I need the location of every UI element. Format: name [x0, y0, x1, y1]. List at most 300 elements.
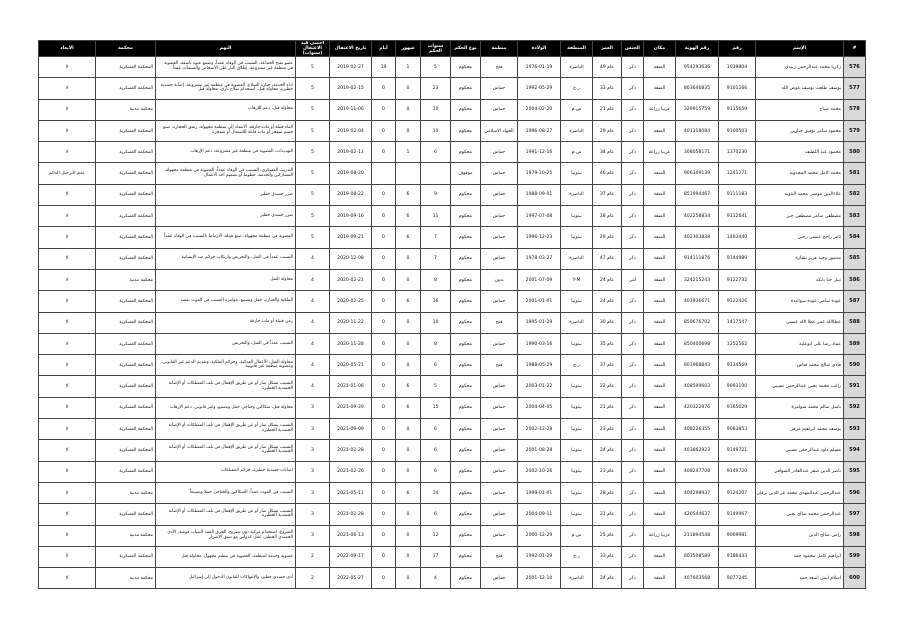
birth-date-cell: 1997-07-08	[518, 206, 561, 227]
birth-date-cell: 2002-10-26	[518, 461, 561, 482]
organization-cell: حماس	[481, 482, 518, 503]
row-number: 596	[844, 482, 866, 503]
id-number-cell: 404298937	[676, 482, 719, 503]
place-cell: الضفة	[644, 546, 676, 567]
age-cell: عام 28	[593, 206, 622, 227]
row-number: 580	[844, 142, 866, 163]
arrest-date-cell: 2019-02-11	[330, 142, 372, 163]
sentence-days-cell: 0	[372, 568, 396, 589]
column-header: تاريخ الاعتقال	[330, 41, 372, 57]
charges-cell: التسبب بشكل ضار أو عن طريق الإهمال في تلف الممتلكات أو الإصابة الجسدية الخطيرة	[156, 440, 296, 461]
birth-date-cell: 2004-09-11	[518, 504, 561, 525]
organization-cell: حماس	[481, 333, 518, 354]
organization-cell: حماس	[481, 291, 518, 312]
deportation-cell: لا	[39, 355, 96, 376]
sentence-days-cell	[372, 163, 396, 184]
sentence-days-cell: 0	[372, 482, 396, 503]
detention-years-cell: 3	[296, 525, 330, 546]
court-cell: محكمة مدنية	[96, 99, 156, 120]
charges-cell: محاولة القتل، الأعمال العدائية، وجرائم الملكية، وتقديم الدعم غير القانوني، وعضوية منظمة غير قانونية	[156, 355, 296, 376]
sentence-days-cell: 0	[372, 397, 396, 418]
age-cell: عام 22	[593, 376, 622, 397]
table-row	[39, 78, 866, 99]
table-row	[39, 333, 866, 354]
sentence-days-cell: 0	[372, 376, 396, 397]
charges-cell: محاولة القتل	[156, 269, 296, 290]
sentence-years-cell: 17	[421, 546, 451, 567]
place-cell: الضفة	[644, 206, 676, 227]
birth-date-cell: 1990-03-16	[518, 333, 561, 354]
detention-years-cell: 5	[296, 57, 330, 78]
area-cell: ر.ج	[561, 546, 593, 567]
table-row	[39, 227, 866, 248]
column-header: شهور	[396, 41, 421, 57]
name-cell: محمد كامل محمد المجذوبة	[756, 163, 844, 184]
detention-years-cell: 3	[296, 482, 330, 503]
age-cell: عام 35	[593, 333, 622, 354]
court-cell: المحكمة العسكرية	[96, 163, 156, 184]
gender-cell: ذكر	[622, 440, 644, 461]
row-number: 597	[844, 504, 866, 525]
sentence-type-cell: محكوم	[451, 525, 481, 546]
prisoner-number-cell: 9144989	[719, 248, 756, 269]
id-number-cell: 420544637	[676, 504, 719, 525]
header-row	[39, 41, 866, 57]
organization-cell: حماس	[481, 504, 518, 525]
row-number: 600	[844, 568, 866, 589]
area-cell: الناصرة	[561, 248, 593, 269]
detention-years-cell: 3	[296, 397, 330, 418]
deportation-cell: لا	[39, 269, 96, 290]
age-cell: عام 37	[593, 184, 622, 205]
sentence-type-cell: محكوم	[451, 142, 481, 163]
row-number: 584	[844, 227, 866, 248]
arrest-date-cell: 2021-01-06	[330, 376, 372, 397]
arrest-date-cell: 2020-11-28	[330, 333, 372, 354]
row-number: 598	[844, 525, 866, 546]
place-cell: الضفة	[644, 184, 676, 205]
name-cell: باسل سالم محمد شوامرة	[756, 397, 844, 418]
row-number: 599	[844, 546, 866, 567]
age-cell: عام 21	[593, 397, 622, 418]
sentence-years-cell: 8	[421, 333, 451, 354]
deportation-cell: لا	[39, 184, 96, 205]
charges-cell: الملكية والحيازة، حمل وتصنيع، مؤامرة التسبب في الموت بقصد	[156, 291, 296, 312]
sentence-days-cell: 0	[372, 120, 396, 141]
name-cell: ثامر راجح عيسى رجبي	[756, 227, 844, 248]
sentence-days-cell: 0	[372, 312, 396, 333]
column-header: نوع الحكم	[451, 41, 481, 57]
sentence-years-cell: 8	[421, 269, 451, 290]
sentence-months-cell: 0	[396, 120, 421, 141]
sentence-type-cell: محكوم	[451, 184, 481, 205]
gender-cell: ذكر	[622, 248, 644, 269]
row-number: 583	[844, 206, 866, 227]
place-cell: الضفة	[644, 397, 676, 418]
court-cell: المحكمة العسكرية	[96, 355, 156, 376]
prisoner-number-cell: 9111183	[719, 184, 756, 205]
name-cell: عطاالله عمر عطا الله عيسى	[756, 312, 844, 333]
table-row	[39, 546, 866, 567]
row-number: 590	[844, 355, 866, 376]
table-row	[39, 142, 866, 163]
name-cell: محمود سامر توفيق جبارين	[756, 120, 844, 141]
court-cell: المحكمة العسكرية	[96, 440, 156, 461]
table-row	[39, 248, 866, 269]
sentence-months-cell: 6	[396, 184, 421, 205]
arrest-date-cell: 2021-06-13	[330, 525, 372, 546]
deportation-cell: لا	[39, 482, 96, 503]
place-cell: الضفة	[644, 163, 676, 184]
sentence-type-cell: محكوم	[451, 568, 481, 589]
detention-years-cell: 5	[296, 227, 330, 248]
sentence-days-cell: 0	[372, 99, 396, 120]
arrest-date-cell: 2021-09-29	[330, 397, 372, 418]
detention-years-cell: 4	[296, 248, 330, 269]
sentence-years-cell: 16	[421, 291, 451, 312]
name-cell: عبدالرحمن محمد صالح يحيى	[756, 504, 844, 525]
deportation-cell: لا	[39, 248, 96, 269]
prisoner-number-cell: 9149967	[719, 504, 756, 525]
sentence-years-cell	[421, 163, 451, 184]
place-cell: الضفة	[644, 291, 676, 312]
row-number: 585	[844, 248, 866, 269]
id-number-cell: 329915759	[676, 99, 719, 120]
name-cell: عبدالرحمن عبدالمهدي محمد عز الدين برقان	[756, 482, 844, 503]
sentence-days-cell: 0	[372, 546, 396, 567]
age-cell: عام 33	[593, 78, 622, 99]
arrest-date-cell: 2020-11-22	[330, 312, 372, 333]
sentence-days-cell: 0	[372, 419, 396, 440]
id-number-cell: 859676702	[676, 312, 719, 333]
sentence-months-cell: 6	[396, 376, 421, 397]
organization-cell: حماس	[481, 99, 518, 120]
age-cell: عام 34	[593, 142, 622, 163]
prisoner-number-cell: 1417547	[719, 312, 756, 333]
sentence-years-cell: 10	[421, 120, 451, 141]
row-number: 594	[844, 440, 866, 461]
detention-years-cell: 5	[296, 78, 330, 99]
gender-cell: ذكر	[622, 482, 644, 503]
name-cell: فادي صالح محمد قناص	[756, 355, 844, 376]
table-row	[39, 482, 866, 503]
court-cell: المحكمة العسكرية	[96, 227, 156, 248]
detention-years-cell: 4	[296, 269, 330, 290]
sentence-type-cell: محكوم	[451, 99, 481, 120]
sentence-months-cell: 6	[396, 397, 421, 418]
column-header: العمر	[593, 41, 622, 57]
id-number-cell: 803508589	[676, 546, 719, 567]
age-cell: عام 33	[593, 546, 622, 567]
column-header: الولادة	[518, 41, 561, 57]
deportation-cell: عدم الترحيل الدائم	[39, 163, 96, 184]
arrest-date-cell: 2019-08-20	[330, 163, 372, 184]
name-cell: رامي صالح الدين	[756, 525, 844, 546]
detention-years-cell: 3	[296, 504, 330, 525]
gender-cell: ذكر	[622, 227, 644, 248]
gender-cell: ذكر	[622, 78, 644, 99]
sentence-months-cell: 0	[396, 419, 421, 440]
area-cell: ر.ج	[561, 78, 593, 99]
column-header: الابعاد	[39, 41, 96, 57]
id-number-cell: 408599603	[676, 376, 719, 397]
id-number-cell: 403936671	[676, 291, 719, 312]
detention-years-cell: 4	[296, 355, 330, 376]
detention-years-cell: 5	[296, 142, 330, 163]
name-cell: عودة سامي عودة سواعدة	[756, 291, 844, 312]
sentence-days-cell: 0	[372, 227, 396, 248]
birth-date-cell: 1988-09-01	[518, 184, 561, 205]
birth-date-cell: 2001-12-10	[518, 568, 561, 589]
prisoner-number-cell: 1252562	[719, 333, 756, 354]
prisoner-number-cell: 9083853	[719, 419, 756, 440]
arrest-date-cell: 2019-11-06	[330, 99, 372, 120]
age-cell: عام 25	[593, 525, 622, 546]
birth-date-cell: 1976-01-19	[518, 57, 561, 78]
birth-date-cell: 1978-03-27	[518, 248, 561, 269]
area-cell: بيتونيا	[561, 333, 593, 354]
sentence-type-cell: محكوم	[451, 333, 481, 354]
column-header: احصى قيد الاعتقال (سنوات)	[296, 41, 330, 57]
birth-date-cell: 1991-12-16	[518, 142, 561, 163]
table-row	[39, 269, 866, 290]
gender-cell: ذكر	[622, 312, 644, 333]
name-cell: عماد رضا علي ابوعلية	[756, 333, 844, 354]
age-cell: عام 28	[593, 482, 622, 503]
sentence-days-cell: 0	[372, 355, 396, 376]
gender-cell: ذكر	[622, 376, 644, 397]
id-number-cell: 954293636	[676, 57, 719, 78]
id-number-cell: 324215243	[676, 269, 719, 290]
sentence-months-cell: 0	[396, 99, 421, 120]
sentence-type-cell: محكوم	[451, 355, 481, 376]
name-cell: زكريا محمد عبدالرحمن زبيدي	[756, 57, 844, 78]
charges-cell: أذى جسدي خطير، والانتهاكات للقانون الدخول إلى إسرائيل	[156, 568, 296, 589]
id-number-cell: 402303838	[676, 227, 719, 248]
sentence-years-cell: 23	[421, 78, 451, 99]
sentence-years-cell: 6	[421, 461, 451, 482]
detention-years-cell: 5	[296, 206, 330, 227]
arrest-date-cell: 2019-02-15	[330, 78, 372, 99]
court-cell: المحكمة العسكرية	[96, 78, 156, 99]
gender-cell: ذكر	[622, 568, 644, 589]
place-cell: الضفة	[644, 227, 676, 248]
birth-date-cell: 2001-08-28	[518, 440, 561, 461]
place-cell: الضفة	[644, 57, 676, 78]
sentence-years-cell: 10	[421, 99, 451, 120]
court-cell: المحكمة العسكرية	[96, 206, 156, 227]
organization-cell: بدون	[481, 269, 518, 290]
area-cell: الناصرة	[561, 568, 593, 589]
organization-cell: فتح	[481, 312, 518, 333]
age-cell: عام 29	[593, 227, 622, 248]
id-number-cell: 408247708	[676, 461, 719, 482]
name-cell: ابراهيم كامل محمود حمد	[756, 546, 844, 567]
sentence-type-cell: محكوم	[451, 120, 481, 141]
sentence-type-cell: محكوم	[451, 419, 481, 440]
sentence-days-cell: 0	[372, 291, 396, 312]
organization-cell: فتح	[481, 546, 518, 567]
name-cell: مصطفى سامر مصطفى جبر	[756, 206, 844, 227]
deportation-cell: لا	[39, 376, 96, 397]
place-cell: الضفة	[644, 78, 676, 99]
sentence-type-cell: محكوم	[451, 291, 481, 312]
sentence-type-cell: محكوم	[451, 482, 481, 503]
area-cell: بيتونيا	[561, 461, 593, 482]
court-cell: المحكمة العسكرية	[96, 120, 156, 141]
gender-cell: ذكر	[622, 206, 644, 227]
charges-cell: ضرر جسدي خطير	[156, 206, 296, 227]
id-number-cell: 308058171	[676, 142, 719, 163]
sentence-type-cell: محكوم	[451, 248, 481, 269]
column-header: منظمة	[481, 41, 518, 57]
name-cell: اسلام ايمن اسعد حمد	[756, 568, 844, 589]
arrest-date-cell: 2019-02-04	[330, 120, 372, 141]
court-cell: المحكمة العسكرية	[96, 333, 156, 354]
table-row	[39, 397, 866, 418]
deportation-cell: لا	[39, 440, 96, 461]
name-cell: محمد صباح	[756, 99, 844, 120]
age-cell: عام 23	[593, 419, 622, 440]
gender-cell: أنثى	[622, 269, 644, 290]
sentence-type-cell: محكوم	[451, 57, 481, 78]
gender-cell: ذكر	[622, 163, 644, 184]
organization-cell: حماس	[481, 206, 518, 227]
sentence-months-cell: 0	[396, 525, 421, 546]
sentence-years-cell: 4	[421, 568, 451, 589]
area-cell: بيتونيا	[561, 227, 593, 248]
charges-cell: اداء الخدمة، حيازة السلاح، العضوية في منظمة غير مشروعة، إصابة جسدية خطيرة، محاولة قتل، استخدام سلاح ناري، محاولة قتل	[156, 78, 296, 99]
sentence-years-cell: 5	[421, 376, 451, 397]
sentence-months-cell: 0	[396, 333, 421, 354]
sentence-type-cell: محكوم	[451, 440, 481, 461]
place-cell: الضفة	[644, 504, 676, 525]
gender-cell: ذكر	[622, 504, 644, 525]
charges-cell: اصابات جسدية خطيرة، جرائم الممتلكات	[156, 461, 296, 482]
deportation-cell: لا	[39, 525, 96, 546]
id-number-cell: 851994467	[676, 184, 719, 205]
place-cell: الضفة	[644, 376, 676, 397]
charges-cell: التسبب في الموت عمداً، السكاكين والخناجر، حملا وتصنيعاً	[156, 482, 296, 503]
charges-cell: عضوية وخدمة لمنظمة، العضوية في تنظيم مجهول، محاولة قتل	[156, 546, 296, 567]
sentence-type-cell: محكوم	[451, 461, 481, 482]
detention-years-cell: 5	[296, 163, 330, 184]
age-cell: عام 49	[593, 57, 622, 78]
age-cell: عام 46	[593, 163, 622, 184]
area-cell: Y-M	[561, 269, 593, 290]
column-header: سنوات الحكم	[421, 41, 451, 57]
deportation-cell: لا	[39, 291, 96, 312]
id-number-cell: 420322976	[676, 397, 719, 418]
table-row	[39, 355, 866, 376]
column-header: #	[844, 41, 866, 57]
organization-cell: فتح	[481, 355, 518, 376]
arrest-date-cell: 2020-02-21	[330, 269, 372, 290]
table-body	[39, 57, 866, 589]
sentence-days-cell: 0	[372, 440, 396, 461]
gender-cell: ذكر	[622, 99, 644, 120]
name-cell: يوسف محمد ابراهيم مزهر	[756, 419, 844, 440]
gender-cell: ذكر	[622, 525, 644, 546]
sentence-months-cell: 0	[396, 355, 421, 376]
area-cell: بيتونيا	[561, 206, 593, 227]
charges-cell: التدريب العسكري، التسبب في الوفاة عمداً، العضوية في منظمة مجهولة، المشاركين والخدمة، خطوط أو تصميم احد الاعمال	[156, 163, 296, 184]
table-row	[39, 120, 866, 141]
court-cell: المحكمة العسكرية	[96, 376, 156, 397]
court-cell: المحكمة العسكرية	[96, 461, 156, 482]
gender-cell: ذكر	[622, 184, 644, 205]
birth-date-cell: 1995-01-29	[518, 312, 561, 333]
age-cell: عام 24	[593, 440, 622, 461]
sentence-type-cell: محكوم	[451, 376, 481, 397]
arrest-date-cell: 2020-12-08	[330, 248, 372, 269]
id-number-cell: 850400698	[676, 333, 719, 354]
sentence-days-cell: 0	[372, 248, 396, 269]
id-number-cell: 914111876	[676, 248, 719, 269]
prisoner-number-cell: 9124207	[719, 482, 756, 503]
arrest-date-cell: 2020-02-25	[330, 291, 372, 312]
sentence-months-cell: 0	[396, 461, 421, 482]
area-cell: ص.م	[561, 525, 593, 546]
age-cell: عام 24	[593, 568, 622, 589]
arrest-date-cell: 2021-02-28	[330, 440, 372, 461]
table-row	[39, 291, 866, 312]
sentence-days-cell: 19	[372, 57, 396, 78]
sentence-years-cell: 5	[421, 57, 451, 78]
prisoner-table	[38, 40, 866, 589]
table-row	[39, 312, 866, 333]
birth-date-cell: 1992-01-29	[518, 546, 561, 567]
id-number-cell: 401318084	[676, 120, 719, 141]
place-cell: الضفة	[644, 333, 676, 354]
prisoner-number-cell: 9149720	[719, 461, 756, 482]
table-row	[39, 440, 866, 461]
sentence-days-cell: 0	[372, 461, 396, 482]
arrest-date-cell: 2021-02-26	[330, 461, 372, 482]
table-row	[39, 376, 866, 397]
arrest-date-cell: 2021-09-09	[330, 419, 372, 440]
sentence-days-cell: 0	[372, 333, 396, 354]
table-row	[39, 461, 866, 482]
sentence-type-cell: محكوم	[451, 546, 481, 567]
gender-cell: ذكر	[622, 291, 644, 312]
prisoner-number-cell: 1493440	[719, 227, 756, 248]
place-cell: الضفة	[644, 482, 676, 503]
age-cell: عام 23	[593, 461, 622, 482]
area-cell: ر.ج	[561, 355, 593, 376]
sentence-months-cell: 0	[396, 312, 421, 333]
arrest-date-cell: 2020-05-21	[330, 355, 372, 376]
area-cell: بيتونيا	[561, 291, 593, 312]
sentence-years-cell: 6	[421, 419, 451, 440]
place-cell: عربيا زراعة	[644, 525, 676, 546]
sentence-months-cell: 0	[396, 269, 421, 290]
row-number: 578	[844, 99, 866, 120]
detention-years-cell: 4	[296, 333, 330, 354]
court-cell: المحكمة العسكرية	[96, 419, 156, 440]
prisoner-number-cell: 9165029	[719, 397, 756, 418]
sentence-months-cell: 0	[396, 78, 421, 99]
area-cell: بيتونيا	[561, 376, 593, 397]
id-number-cell: 803646835	[676, 78, 719, 99]
age-cell: عام 24	[593, 269, 622, 290]
sentence-days-cell: 0	[372, 184, 396, 205]
arrest-date-cell: 2021-05-11	[330, 482, 372, 503]
court-cell: المحكمة العسكرية	[96, 57, 156, 78]
deportation-cell: لا	[39, 461, 96, 482]
sentence-type-cell: موقوف	[451, 163, 481, 184]
area-cell: ص.م	[561, 142, 593, 163]
